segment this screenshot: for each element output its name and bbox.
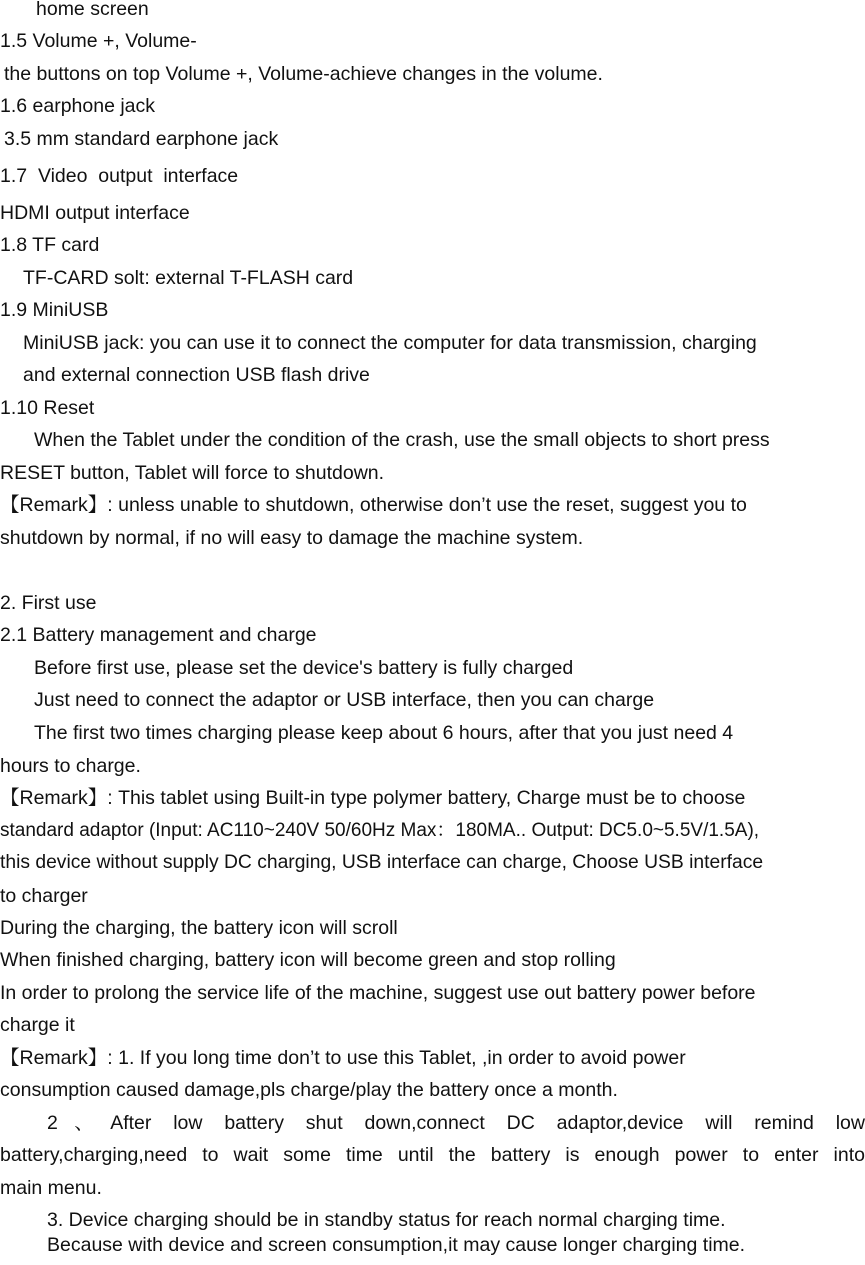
text-line: The first two times charging please keep about 6 hours, after that you just need 4 [34,722,734,744]
text-line: RESET button, Tablet will force to shutdown. [0,462,385,484]
text-line: TF-CARD solt: external T-FLASH card [23,267,354,289]
remark-line: 【Remark】: 1. If you long time don’t to use this Tablet, ,in order to avoid power [0,1047,686,1069]
section-heading: 1.9 MiniUSB [0,299,109,321]
text-line: hours to charge. [0,755,141,777]
remark-line: 【Remark】: This tablet using Built-in type polymer battery, Charge must be to choose [0,787,746,809]
section-heading: 1.7 Video output interface [0,165,239,187]
text-line-justified: 2、After low battery shut down,connect DC adaptor,device will remind low [47,1112,865,1134]
text-line: HDMI output interface [0,202,190,224]
text-line: Just need to connect the adaptor or USB interface, then you can charge [34,689,655,711]
text-line: MiniUSB jack: you can use it to connect the computer for data transmission, charging [23,332,757,354]
text-line: main menu. [0,1177,102,1199]
text-line: Because with device and screen consumption,it may cause longer charging time. [47,1234,746,1256]
text-line: In order to prolong the service life of the machine, suggest use out battery power before [0,982,756,1004]
text-line: standard adaptor (Input: AC110~240V 50/60Hz Max：180MA.. Output: DC5.0~5.5V/1.5A), [0,820,760,841]
remark-line: 【Remark】: unless unable to shutdown, otherwise don’t use the reset, suggest you to [0,494,747,516]
text-line: During the charging, the battery icon will scroll [0,917,398,939]
text-line: and external connection USB flash drive [23,364,370,386]
section-heading: 1.6 earphone jack [0,95,156,117]
text-line: to charger [0,885,88,907]
text-line: shutdown by normal, if no will easy to damage the machine system. [0,527,584,549]
text-line: charge it [0,1014,75,1036]
section-heading: 1.10 Reset [0,397,95,419]
section-heading: 1.8 TF card [0,234,100,256]
text-line: home screen [36,0,149,20]
section-heading: 2.1 Battery management and charge [0,624,317,646]
text-line: 3.5 mm standard earphone jack [4,128,279,150]
text-line-justified: battery,charging,need to wait some time until the battery is enough power to enter into [0,1144,865,1166]
section-heading: 2. First use [0,592,97,614]
text-line: When finished charging, battery icon will become green and stop rolling [0,949,616,971]
text-line: When the Tablet under the condition of the crash, use the small objects to short press [34,429,770,451]
text-line: Before first use, please set the device's battery is fully charged [34,657,574,679]
section-heading: 1.5 Volume +, Volume- [0,30,197,52]
text-line: the buttons on top Volume +, Volume-achieve changes in the volume. [4,63,603,85]
text-line: 3. Device charging should be in standby status for reach normal charging time. [47,1209,726,1231]
text-line: this device without supply DC charging, USB interface can charge, Choose USB interface [0,852,764,873]
text-line: consumption caused damage,pls charge/play the battery once a month. [0,1079,618,1101]
